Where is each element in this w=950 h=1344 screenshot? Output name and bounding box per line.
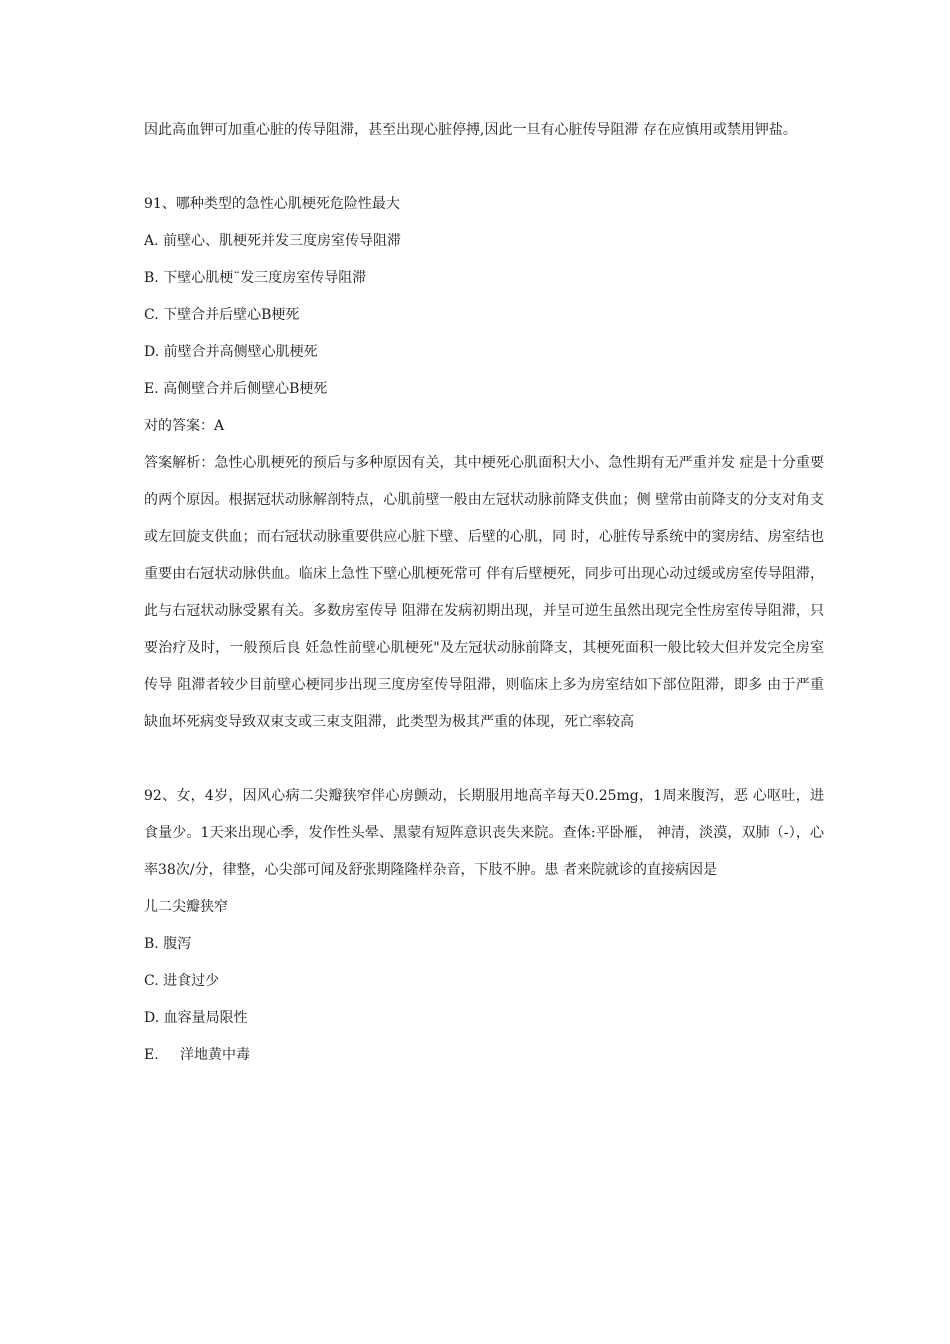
q92-option-e-label: E. [144, 1047, 159, 1063]
q91-option-c: C. 下壁合并后壁心B梗死 [144, 307, 300, 323]
q91-correct-answer: 对的答案：A [144, 418, 225, 434]
question-91-stem: 91、哪种类型的急性心肌梗死危险性最大 [144, 196, 400, 212]
q91-option-a: A. 前壁心、肌梗死并发三度房室传导阻滞 [144, 233, 402, 249]
q92-option-a: 儿二尖瓣狭窄 [144, 899, 228, 915]
q91-option-e: E. 高侧壁合并后侧壁心B梗死 [144, 381, 328, 397]
question-92-stem: 92、女，4岁，因风心病二尖瓣狭窄伴心房颤动，长期服用地高辛每天0.25mg，1周来腹泻，恶 心呕吐，进食量少。1天来出现心季，发作性头晕、黑蒙有短阵意识丧失来院。查体:平卧雁， 神清，淡漠，双肺（-），心率38次/分，律整，心尖部可闻及舒张期隆隆样杂音，下肢不肿。患 者来院就诊的直接病因是 [144, 788, 824, 878]
q92-option-e-text: 洋地黄中毒 [180, 1047, 250, 1063]
question-91 [144, 186, 824, 741]
q92-option-b: B. 腹泻 [144, 936, 192, 952]
q92-option-e [144, 1037, 824, 1074]
document-page [144, 112, 824, 1074]
q92-option-d: D. 血容量局限性 [144, 1010, 248, 1026]
q91-option-b: B. 下壁心肌梗¨发三度房室传导阻滞 [144, 270, 367, 286]
q91-explanation: 答案解析：急性心肌梗死的预后与多种原因有关，其中梗死心肌面积大小、急性期有无严重并发 症是十分重要的两个原因。根据冠状动脉解剖特点，心肌前壁一般由左冠状动脉前降支供血；侧 壁常由前降支的分支对角支或左回旋支供血；而右冠状动脉重要供应心脏下壁、后壁的心肌，同 时，心脏传导系统中的窦房结、房室结也重要由右冠状动脉供血。临床上急性下壁心肌梗死常可 伴有后壁梗死，同步可出现心动过缓或房室传导阻滞，此与右冠状动脉受累有关。多数房室传导 阻滞在发病初期出现，并呈可逆生虽然出现完全性房室传导阻滞，只要治疗及时，一般预后良 妊急性前壁心肌梗死"及左冠状动脉前降支，其梗死面积一般比较大但并发完全房室传导 阻滞者较少目前壁心梗同步出现三度房室传导阻滞，则临床上多为房室结如下部位阻滞，即多 由于严重缺血坏死病变导致双束支或三束支阻滞，此类型为极其严重的体现，死亡率较高 [144, 455, 824, 730]
q91-option-d: D. 前壁合并高侧壁心肌梗死 [144, 344, 318, 360]
q92-option-c: C. 进食过少 [144, 973, 220, 989]
intro-paragraph: 因此高血钾可加重心脏的传导阻滞，甚至出现心脏停搏,因此一旦有心脏传导阻滞 存在应慎用或禁用钾盐。 [144, 122, 797, 138]
question-92 [144, 778, 824, 1074]
